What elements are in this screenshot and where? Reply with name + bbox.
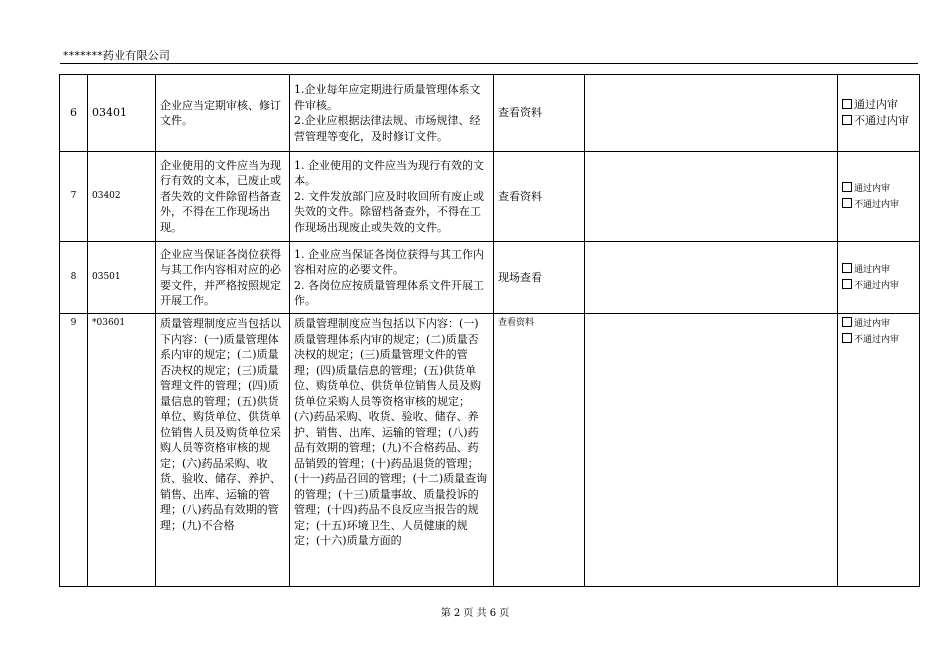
fail-option[interactable] (842, 332, 915, 348)
content-cell (290, 242, 494, 314)
fail-option[interactable] (842, 278, 915, 294)
method-cell: 查看资料 (494, 152, 585, 242)
pass-option[interactable] (842, 262, 915, 278)
result-cell (838, 242, 920, 314)
content-line: 1. 企业使用的文件应当为现行有效的文本。 (294, 158, 484, 188)
checkbox-icon[interactable] (842, 115, 852, 125)
fail-label: 不通过内审 (854, 335, 900, 345)
checkbox-icon[interactable] (842, 317, 852, 327)
notes-cell[interactable] (585, 314, 838, 587)
pass-option[interactable] (842, 316, 915, 332)
content-cell (290, 152, 494, 242)
notes-cell[interactable] (585, 242, 838, 314)
requirement-cell: 企业应当保证各岗位获得与其工作内容相对应的必要文件，并严格按照规定开展工作。 (156, 242, 290, 314)
table-row (60, 152, 920, 242)
method-cell: 查看资料 (494, 314, 585, 587)
content-line: 1. 企业应当保证各岗位获得与其工作内容相对应的必要文件。 (294, 247, 484, 276)
checkbox-icon[interactable] (842, 263, 852, 273)
item-code: *03601 (88, 314, 156, 587)
company-name: *******药业有限公司 (63, 49, 171, 62)
checkbox-icon[interactable] (842, 279, 852, 289)
fail-label: 不通过内审 (854, 280, 900, 291)
pass-label: 通过内审 (854, 98, 898, 111)
checkbox-icon[interactable] (842, 333, 852, 343)
pass-label: 通过内审 (854, 319, 891, 329)
table-row (60, 242, 920, 314)
item-code: 03402 (88, 152, 156, 242)
notes-cell[interactable] (585, 75, 838, 152)
requirement-cell: 企业使用的文件应当为现行有效的文本，已废止或者失效的文件除留档备查外，不得在工作现场出现。 (156, 152, 290, 242)
checkbox-icon[interactable] (842, 182, 852, 192)
pass-label: 通过内审 (854, 264, 891, 275)
page-number: 第 2 页 共 6 页 (440, 608, 510, 619)
result-cell (838, 75, 920, 152)
audit-table (59, 74, 920, 587)
result-cell (838, 314, 920, 587)
table-row (60, 75, 920, 152)
fail-option[interactable] (842, 197, 915, 213)
method-cell: 查看资料 (494, 75, 585, 152)
pass-option[interactable] (842, 181, 915, 197)
result-cell (838, 152, 920, 242)
row-number: 9 (60, 314, 88, 587)
content-cell (290, 75, 494, 152)
requirement-cell: 质量管理制度应当包括以下内容：(一)质量管理体系内审的规定；(二)质量否决权的规定；(三)质量管理文件的管理；(四)质量信息的管理；(五)供货单位、购货单位、供货单位销售人员及购货单位采购人员等资格审核的规定；(六)药品采购、收货、验收、储存、养护、销售、出库、运输的管理；(八)药品有效期的管理；(九)不合格 (156, 314, 290, 587)
pass-label: 通过内审 (854, 183, 891, 194)
notes-cell[interactable] (585, 152, 838, 242)
item-code: 03401 (88, 75, 156, 152)
content-cell (290, 314, 494, 587)
table-row (60, 314, 920, 587)
checkbox-icon[interactable] (842, 198, 852, 208)
item-code: 03501 (88, 242, 156, 314)
row-number: 6 (60, 75, 88, 152)
content-line: 质量管理制度应当包括以下内容：(一)质量管理体系内审的规定；(二)质量否决权的规定；(三)质量管理文件的管理；(四)质量信息的管理；(五)供货单位、购货单位、供货单位销售人员及购货单位采购人员等资格审核的规定；(六)药品采购、收货、验收、储存、养护、销售、出库、运输的管理；(八)药品有效期的管理；(九)不合格药品、药品销毁的管理；(十)药品退货的管理；(十一)药品召回的管理；(十二)质量查询的管理；(十三)质量事故、质量投诉的管理；(十四)药品不良反应当报告的规定；(十五)环境卫生、人员健康的规定；(十六)质量方面的 (294, 317, 488, 547)
row-number: 8 (60, 242, 88, 314)
method-cell: 现场查看 (494, 242, 585, 314)
pass-option[interactable] (842, 97, 915, 113)
fail-label: 不通过内审 (854, 199, 900, 210)
content-line: 2. 各岗位应按质量管理体系文件开展工作。 (294, 278, 484, 307)
content-line: 2. 文件发放部门应及时收回所有废止或失效的文件。除留档备查外，不得在工作现场出现废止或失效的文件。 (294, 189, 484, 234)
fail-label: 不通过内审 (854, 114, 909, 127)
header-rule (60, 63, 918, 64)
checkbox-icon[interactable] (842, 99, 852, 109)
content-line: 2.企业应根据法律法规、市场规律、经营管理等变化，及时修订文件。 (294, 114, 481, 143)
requirement-cell: 企业应当定期审核、修订文件。 (156, 75, 290, 152)
content-line: 1.企业每年应定期进行质量管理体系文件审核。 (294, 83, 481, 112)
fail-option[interactable] (842, 113, 915, 129)
row-number: 7 (60, 152, 88, 242)
